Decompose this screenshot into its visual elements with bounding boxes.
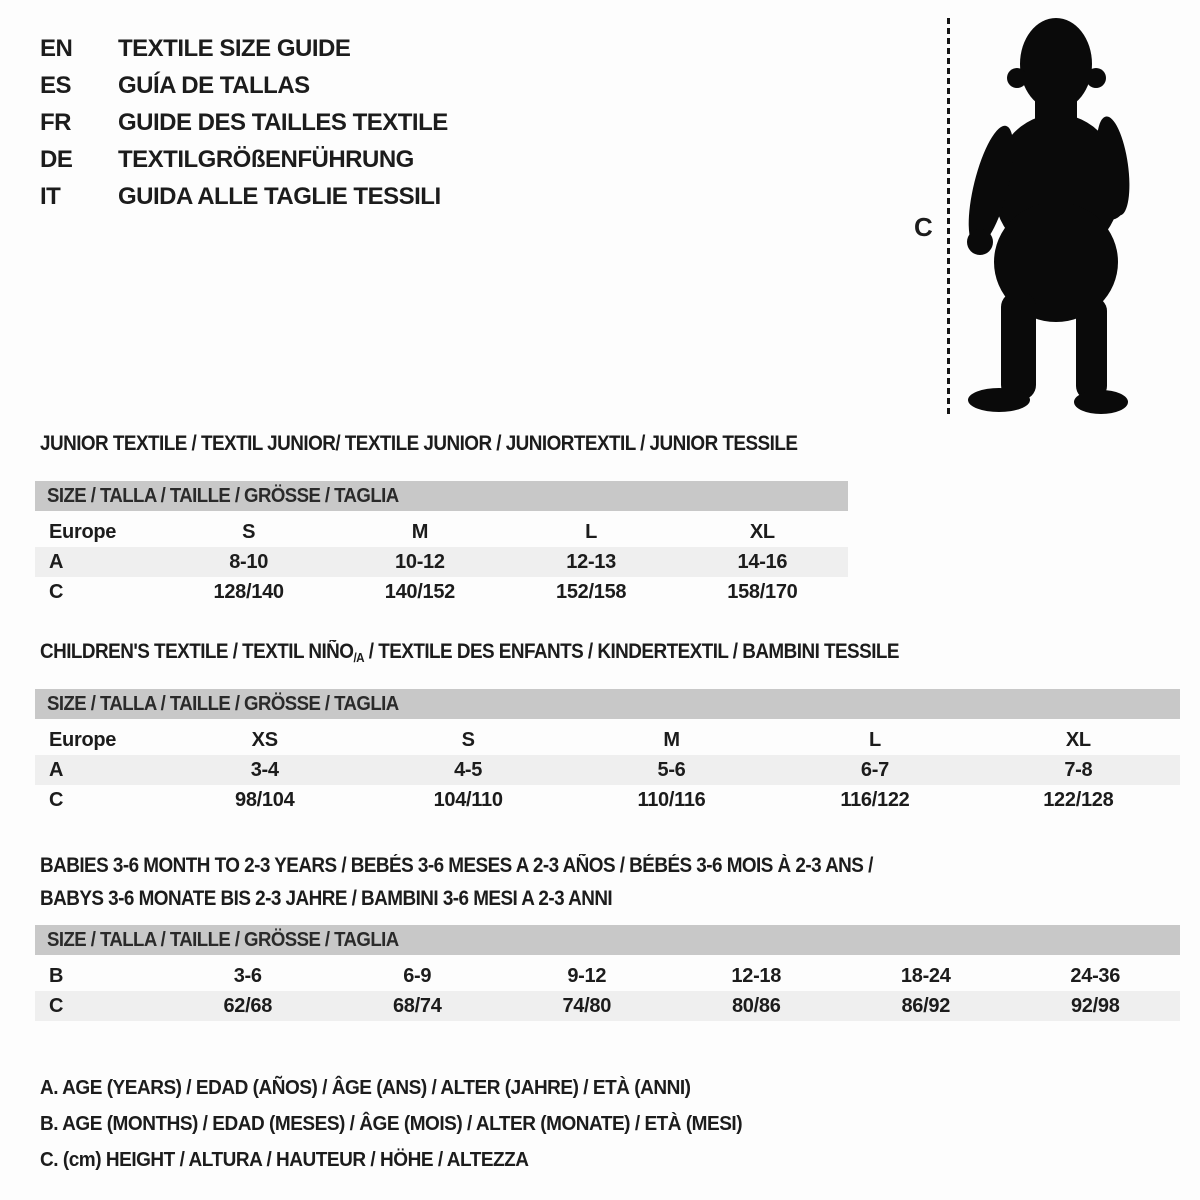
junior-size-table <box>35 481 848 607</box>
table-row-europe <box>35 517 848 547</box>
legend-line-b: B. AGE (MONTHS) / EDAD (MESES) / ÂGE (MOIS) / ALTER (MONATE) / ETÀ (MESI) <box>40 1112 743 1135</box>
height-cell: 62/68 <box>223 994 273 1017</box>
size-header-bar <box>35 481 848 511</box>
height-cell: 68/74 <box>392 994 442 1017</box>
age-cell: 5-6 <box>657 758 686 781</box>
section-title-junior: JUNIOR TEXTILE / TEXTIL JUNIOR/ TEXTILE JUNIOR / JUNIORTEXTIL / JUNIOR TESSILE <box>40 432 798 455</box>
row-label: C <box>49 788 64 811</box>
size-header-label: SIZE / TALLA / TAILLE / GRÖSSE / TAGLIA <box>47 484 399 507</box>
height-cell: 110/116 <box>637 788 706 811</box>
section-title-children <box>40 640 899 670</box>
table-row-age-years <box>35 755 1180 785</box>
language-code: DE <box>40 145 73 173</box>
language-title: GUÍA DE TALLAS <box>118 71 310 99</box>
height-cell: 158/170 <box>727 580 798 603</box>
age-cell: 9-12 <box>567 964 607 987</box>
height-cell: 122/128 <box>1043 788 1114 811</box>
height-cell: 86/92 <box>901 994 951 1017</box>
measurement-legend <box>40 1070 779 1178</box>
age-cell: 10-12 <box>395 550 445 573</box>
language-title: TEXTILGRÖßENFÜHRUNG <box>118 145 414 173</box>
age-cell: 18-24 <box>900 964 951 987</box>
row-label: B <box>49 964 64 987</box>
table-row-age-months <box>35 961 1180 991</box>
age-cell: 6-9 <box>403 964 432 987</box>
height-measure-label-c: C <box>914 212 933 242</box>
age-cell: 8-10 <box>229 550 269 573</box>
language-row-de <box>40 141 448 178</box>
table-row-height-cm <box>35 991 1180 1021</box>
size-cell: S <box>242 520 256 543</box>
language-title: GUIDA ALLE TAGLIE TESSILI <box>118 182 441 210</box>
children-size-table <box>35 689 1180 815</box>
size-cell: XL <box>1065 728 1091 751</box>
height-cell: 116/122 <box>840 788 910 811</box>
size-cell: XS <box>251 728 278 751</box>
language-row-en <box>40 30 448 67</box>
size-cell: M <box>663 728 680 751</box>
height-cell: 128/140 <box>213 580 284 603</box>
size-cell: M <box>411 520 429 543</box>
age-cell: 6-7 <box>860 758 889 781</box>
language-code: FR <box>40 108 71 136</box>
height-cell: 74/80 <box>562 994 612 1017</box>
age-cell: 3-4 <box>250 758 279 781</box>
height-cell: 140/152 <box>384 580 455 603</box>
section-title-children-main: CHILDREN'S TEXTILE / TEXTIL NIÑO <box>40 640 354 663</box>
language-title: GUIDE DES TAILLES TEXTILE <box>118 108 448 136</box>
language-title: TEXTILE SIZE GUIDE <box>118 34 351 62</box>
table-row-age-years <box>35 547 848 577</box>
language-code: ES <box>40 71 72 99</box>
age-cell: 14-16 <box>737 550 788 573</box>
age-cell: 12-13 <box>566 550 616 573</box>
row-label: A <box>49 758 64 781</box>
age-cell: 12-18 <box>731 964 782 987</box>
legend-line-a: A. AGE (YEARS) / EDAD (AÑOS) / ÂGE (ANS) / ALTER (JAHRE) / ETÀ (ANNI) <box>40 1076 691 1099</box>
size-cell: L <box>868 728 881 751</box>
size-header-label: SIZE / TALLA / TAILLE / GRÖSSE / TAGLIA <box>47 928 399 951</box>
row-label: C <box>49 580 64 603</box>
table-row-europe <box>35 725 1180 755</box>
size-cell: S <box>461 728 475 751</box>
section-title-children-rest: / TEXTILE DES ENFANTS / KINDERTEXTIL / BAMBINI TESSILE <box>364 640 899 663</box>
height-measure-dashed-line <box>947 18 950 416</box>
height-cell: 104/110 <box>433 788 503 811</box>
language-list <box>40 30 448 215</box>
language-code: IT <box>40 182 61 210</box>
height-cell: 92/98 <box>1070 994 1120 1017</box>
language-row-fr <box>40 104 448 141</box>
language-code: EN <box>40 34 73 62</box>
row-label: Europe <box>49 728 117 751</box>
section-title-babies <box>40 849 873 915</box>
legend-line-c: C. (cm) HEIGHT / ALTURA / HAUTEUR / HÖHE / ALTEZZA <box>40 1148 529 1171</box>
section-title-babies-line2: BABYS 3-6 MONATE BIS 2-3 JAHRE / BAMBINI 3-6 MESI A 2-3 ANNI <box>40 887 613 910</box>
size-cell: L <box>585 520 598 543</box>
table-row-height-cm <box>35 577 848 607</box>
height-cell: 152/158 <box>556 580 627 603</box>
baby-silhouette-image <box>963 14 1138 416</box>
language-row-es <box>40 67 448 104</box>
size-cell: XL <box>749 520 775 543</box>
size-header-bar <box>35 689 1180 719</box>
age-cell: 4-5 <box>454 758 483 781</box>
row-label: C <box>49 994 64 1017</box>
babies-size-table <box>35 925 1180 1021</box>
section-title-babies-line1: BABIES 3-6 MONTH TO 2-3 YEARS / BEBÉS 3-6 MESES A 2-3 AÑOS / BÉBÉS 3-6 MOIS À 2-3 ANS / <box>40 854 873 877</box>
size-header-bar <box>35 925 1180 955</box>
height-cell: 98/104 <box>235 788 295 811</box>
language-row-it <box>40 178 448 215</box>
size-header-label: SIZE / TALLA / TAILLE / GRÖSSE / TAGLIA <box>47 692 399 715</box>
section-title-children-sub: /A <box>353 650 365 665</box>
age-cell: 3-6 <box>233 964 262 987</box>
age-cell: 24-36 <box>1070 964 1121 987</box>
row-label: A <box>49 550 64 573</box>
age-cell: 7-8 <box>1064 758 1093 781</box>
table-row-height-cm <box>35 785 1180 815</box>
height-cell: 80/86 <box>731 994 781 1017</box>
row-label: Europe <box>49 520 117 543</box>
